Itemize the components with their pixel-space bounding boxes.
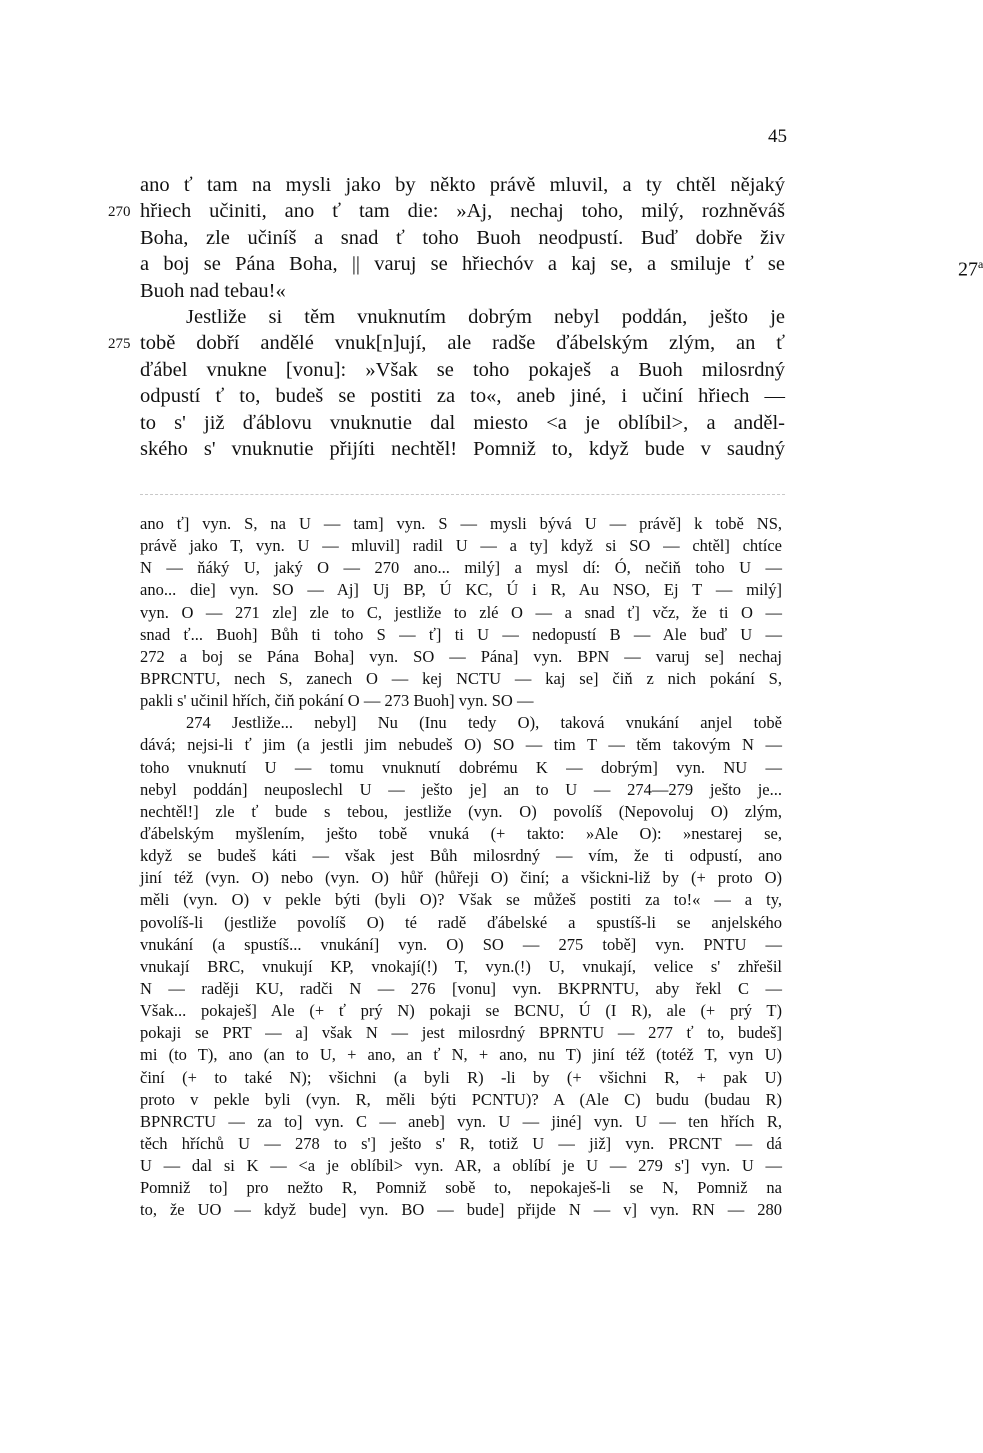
apparatus-line: toho vnuknutí U — tomu vnuknutí dobrému K — dobrým] vyn. NU — xyxy=(140,757,782,777)
apparatus-line: mi (to T), ano (an to U, + ano, an ť N, + ano, nu T) jiní též (totéž T, vyn U) xyxy=(140,1045,782,1065)
apparatus-line: BPRCNTU, nech S, zanech O — kej NCTU — kaj se] čiň z nich pokání S, xyxy=(140,668,782,688)
text-line: ského s' vnuknutie přijíti nechtěl! Pomniž to, když bude v saudný xyxy=(140,437,785,460)
apparatus-line: měli (vyn. O) v pekle býti (byli O)? Však se můžeš postiti za to!« — a ty, xyxy=(140,890,782,910)
apparatus-line: N — raději KU, radči N — 276 [vonu] vyn. BKPRNTU, aby řekl C — xyxy=(140,978,782,998)
apparatus-line: povolíš-li (jestliže povolíš O) té radě ďábelské a spustíš-li se anjelského xyxy=(140,912,782,932)
apparatus-line: pakli s' učinil hřích, čiň pokání O — 273 Buoh] vyn. SO — xyxy=(140,691,534,711)
apparatus-line: když se budeš káti — však jest Bůh milosrdný — vím, že ti odpustí, ano xyxy=(140,846,782,866)
apparatus-line: nebyl poddán] neuposlechl U — ješto je] an to U — 274—279 ješto je... xyxy=(140,779,782,799)
apparatus-line: N — ňáký U, jaký O — 270 ano... milý] a mysl dí: Ó, nečiň toho U — xyxy=(140,558,782,578)
apparatus-line: vyn. O — 271 zle] zle to C, jestliže to zlé O — a snad ť] včz, že ti O — xyxy=(140,602,782,622)
apparatus-line: těch hříchů U — 278 to s'] ješto s' R, totiž U — již] vyn. PRCNT — dá xyxy=(140,1133,782,1153)
apparatus-line: činí (+ to také N); všichni (a byli R) -li by (+ všichni R, + pak U) xyxy=(140,1067,782,1087)
apparatus-line: nechtěl!] zle ť bude s tebou, jestliže (vyn. O) povolíš (Nepovoluj O) zlým, xyxy=(140,801,782,821)
main-text xyxy=(108,172,983,462)
text-line: odpustí ť to, budeš se postiti za to«, aneb jiné, i učiní hřiech — xyxy=(140,385,785,408)
apparatus-line: Pomniž to] pro nežto R, Pomniž sobě to, nepokaješ-li se N, Pomniž na xyxy=(140,1178,782,1198)
text-line: Jestliže si těm vnuknutím dobrým nebyl poddán, ješto je xyxy=(186,305,785,328)
text-line: Buoh nad tebau!« xyxy=(140,279,286,302)
apparatus-line: ano... die] vyn. SO — Aj] Uj BP, Ú KC, Ú i R, Au NSO, Ej T — milý] xyxy=(140,580,782,600)
apparatus-line: snad ť... Buoh] Bůh ti toho S — ť] ti U — nedopustí B — Ale buď U — xyxy=(140,624,782,644)
apparatus-line: 272 a boj se Pána Boha] vyn. SO — Pána] vyn. BPN — varuj se] nechaj xyxy=(140,646,782,666)
apparatus-line: proto v pekle byli (vyn. R, měli býti PCNTU)? A (Ale C) budu (budau R) xyxy=(140,1089,782,1109)
line-number: 275 xyxy=(108,336,131,353)
text-line: 270 hřiech učiniti, ano ť tam die: »Aj, nechaj toho, milý, rozhněváš xyxy=(140,198,785,224)
apparatus-line: právě jako T, vyn. U — mluvil] radil U — a ty] když si SO — chtěl] chtíce xyxy=(140,536,782,556)
apparatus-line: 274 Jestliže... nebyl] Nu (Inu tedy O), taková vnukání anjel tobě xyxy=(186,713,782,733)
apparatus-line: BPNRCTU — za to] vyn. C — aneb] vyn. U — jiné] vyn. U — ten hřích R, xyxy=(140,1111,782,1131)
text-line: a boj se Pána Boha, || varuj se hřiechóv a kaj se, a smiluje ť se 27$^a$ xyxy=(140,251,785,277)
text-line: ďábel vnukne [vonu]: »Však se toho pokaješ a Buoh milosrdný xyxy=(140,358,785,381)
page-number: 45 xyxy=(768,126,787,147)
apparatus-line: Však... pokaješ] Ale (+ ť prý N) pokaji se BCNU, Ú (I R), ale (+ prý T) xyxy=(140,1001,782,1021)
margin-folio-note: 27$^a$ xyxy=(958,257,983,281)
apparatus-line: U — dal si K — <a je oblíbil> vyn. AR, a oblíbí je U — 279 s'] vyn. U — xyxy=(140,1156,782,1176)
apparatus-line: pokaji se PRT — a] však N — jest milosrdný BPRNTU — 277 ť to, budeš] xyxy=(140,1023,782,1043)
apparatus-line: vnukání (a spustíš... vnukání] vyn. O) SO — 275 tobě] vyn. PNTU — xyxy=(140,934,782,954)
text-line: 275 tobě dobří andělé vnuk[n]ují, ale radše ďábelským zlým, an ť xyxy=(140,330,785,356)
text-line: ano ť tam na mysli jako by někto právě mluvil, a ty chtěl nějaký xyxy=(140,174,785,196)
critical-apparatus xyxy=(140,513,782,1222)
apparatus-line: ano ť] vyn. S, na U — tam] vyn. S — mysli bývá U — právě] k tobě NS, xyxy=(140,514,782,533)
apparatus-line: to, že UO — když bude] vyn. BO — bude] přijde N — v] vyn. RN — 280 xyxy=(140,1200,782,1220)
apparatus-line: jiní též (vyn. O) nebo (vyn. O) hůř (hůřeji O) činí; a všickni-liž by (+ proto O) xyxy=(140,868,782,888)
text-line: to s' již ďáblovu vnuknutie dal miesto <a je oblíbil>, a anděl- xyxy=(140,411,785,434)
line-number: 270 xyxy=(108,204,131,221)
apparatus-line: dává; nejsi-li ť jim (a jestli jim nebudeš O) SO — tim T — těm takovým N — xyxy=(140,735,782,755)
apparatus-line: vnukají BRC, vnukují KP, vnokají(!) T, vyn.(!) U, vnukají, velice s' zhřešil xyxy=(140,956,782,976)
apparatus-line: ďábelským myšlením, ješto tobě vnuká (+ takto: »Ale O): »nestarej se, xyxy=(140,823,782,843)
footnote-divider xyxy=(140,494,785,495)
text-line: Boha, zle učiníš a snad ť toho Buoh neodpustí. Buď dobře živ xyxy=(140,226,785,249)
